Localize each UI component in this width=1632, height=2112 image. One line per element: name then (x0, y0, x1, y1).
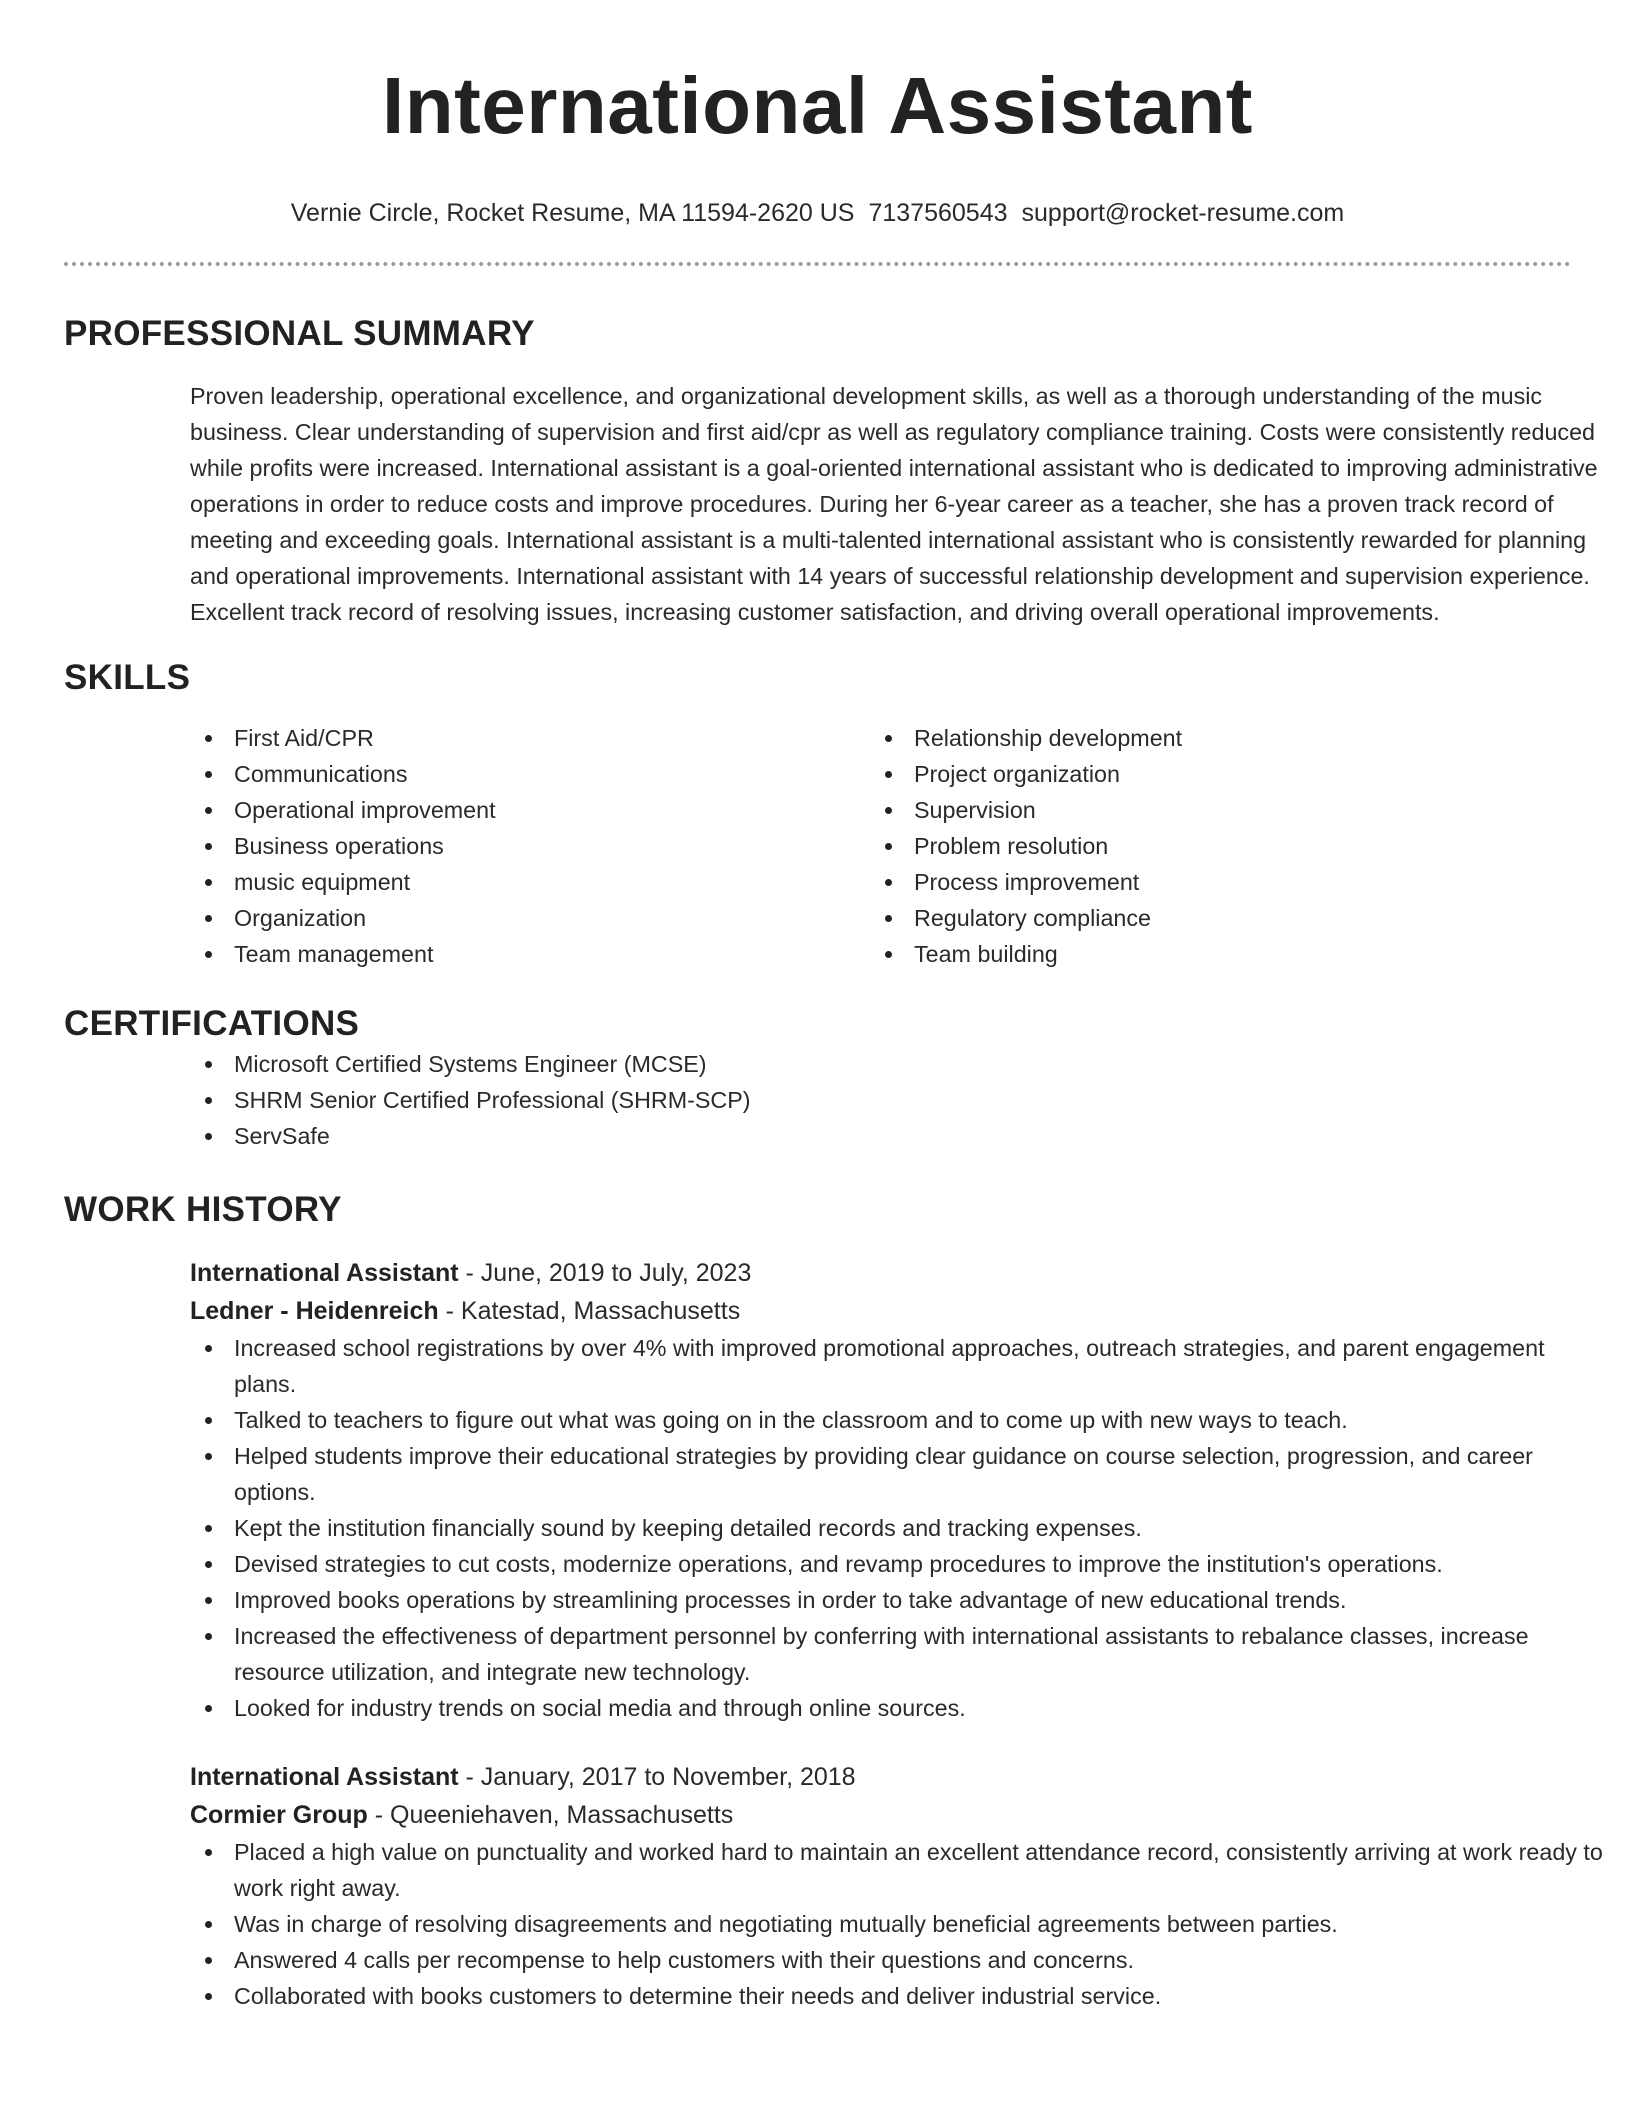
job-bullet: Answered 4 calls per recompense to help customers with their questions and concerns. (64, 1942, 1604, 1978)
skill-item: Team building (744, 936, 1544, 972)
certifications-heading: CERTIFICATIONS (64, 1004, 360, 1043)
resume-page (64, 0, 1603, 2014)
job-bullet: Collaborated with books customers to determine their needs and deliver industrial service. (64, 1978, 1604, 2014)
certification-item: SHRM Senior Certified Professional (SHRM-SCP) (64, 1082, 1571, 1118)
address: Vernie Circle, Rocket Resume, MA 11594-2620 US (290, 199, 855, 227)
header-divider (64, 262, 1571, 266)
job-bullet: Talked to teachers to figure out what was going on in the classroom and to come up with new ways to teach. (64, 1402, 1604, 1438)
skill-item: Project organization (744, 756, 1544, 792)
contact-info (64, 196, 1571, 230)
certification-item: Microsoft Certified Systems Engineer (MCSE) (64, 1046, 1571, 1082)
summary-heading: PROFESSIONAL SUMMARY (64, 314, 535, 353)
job-company: Ledner - Heidenreich (190, 1297, 439, 1325)
job-bullet: Placed a high value on punctuality and worked hard to maintain an excellent attendance record, consistently arriving at work ready to work right away. (64, 1834, 1604, 1906)
job-bullet: Increased the effectiveness of department personnel by conferring with international assistants to rebalance classes, increase resource utilization, and integrate new technology. (64, 1618, 1604, 1690)
skills-heading: SKILLS (64, 658, 191, 697)
job-bullets (64, 1834, 1603, 2014)
job-bullets (64, 1330, 1571, 1726)
resume-name: International Assistant (382, 61, 1253, 150)
phone: 7137560543 (868, 199, 1008, 227)
job-entry (64, 1254, 1571, 1726)
skill-item: Relationship development (744, 720, 1544, 756)
job-company-line (190, 1796, 1571, 1834)
skills-list-right (744, 720, 1544, 972)
job-title: International Assistant (190, 1259, 459, 1287)
job-company: Cormier Group (190, 1801, 368, 1829)
certification-item: ServSafe (64, 1118, 1571, 1154)
job-location: - Katestad, Massachusetts (438, 1297, 741, 1325)
job-entry (64, 1758, 1603, 2014)
skill-item: Process improvement (744, 864, 1544, 900)
job-title: International Assistant (190, 1763, 459, 1791)
skill-item: Communications (64, 756, 744, 792)
skill-item: Regulatory compliance (744, 900, 1544, 936)
job-company-line (190, 1292, 1571, 1330)
job-bullet: Was in charge of resolving disagreements and negotiating mutually beneficial agreements between parties. (64, 1906, 1604, 1942)
skills-grid (64, 720, 1571, 972)
job-bullet: Kept the institution financially sound by keeping detailed records and tracking expenses. (64, 1510, 1604, 1546)
job-bullet: Looked for industry trends on social media and through online sources. (64, 1690, 1604, 1726)
job-dates: - June, 2019 to July, 2023 (458, 1259, 752, 1287)
skill-item: Organization (64, 900, 744, 936)
skill-item: music equipment (64, 864, 744, 900)
certifications-list (64, 1046, 1571, 1154)
email: support@rocket-resume.com (1021, 199, 1345, 227)
summary-text: Proven leadership, operational excellence, and organizational development skills, as well as a thorough understanding of the music business. Clear understanding of supervision and first aid/cpr as well as regulatory compliance training. Costs were consistently reduced while profits were increased. International assistant is a goal-oriented international assistant who is dedicated to improving administrative operations in order to reduce costs and improve procedures. During her 6-year career as a teacher, she has a proven track record of meeting and exceeding goals. International assistant is a multi-talented international assistant who is consistently rewarded for planning and operational improvements. International assistant with 14 years of successful relationship development and supervision experience. Excellent track record of resolving issues, increasing customer satisfaction, and driving overall operational improvements. (190, 383, 1598, 625)
job-bullet: Improved books operations by streamlining processes in order to take advantage of new educational trends. (64, 1582, 1604, 1618)
job-title-line (190, 1254, 1571, 1292)
skill-item: Problem resolution (744, 828, 1544, 864)
skill-item: Supervision (744, 792, 1544, 828)
job-title-line (190, 1758, 1571, 1796)
job-location: - Queeniehaven, Massachusetts (367, 1801, 734, 1829)
skills-list-left (64, 720, 744, 972)
work-history-heading: WORK HISTORY (64, 1190, 342, 1229)
skill-item: Team management (64, 936, 744, 972)
job-bullet: Increased school registrations by over 4% with improved promotional approaches, outreach strategies, and parent engagement plans. (64, 1330, 1604, 1402)
skill-item: Operational improvement (64, 792, 744, 828)
job-bullet: Helped students improve their educational strategies by providing clear guidance on course selection, progression, and career options. (64, 1438, 1604, 1510)
skill-item: First Aid/CPR (64, 720, 744, 756)
job-bullet: Devised strategies to cut costs, modernize operations, and revamp procedures to improve the institution's operations. (64, 1546, 1604, 1582)
job-dates: - January, 2017 to November, 2018 (458, 1763, 856, 1791)
skill-item: Business operations (64, 828, 744, 864)
